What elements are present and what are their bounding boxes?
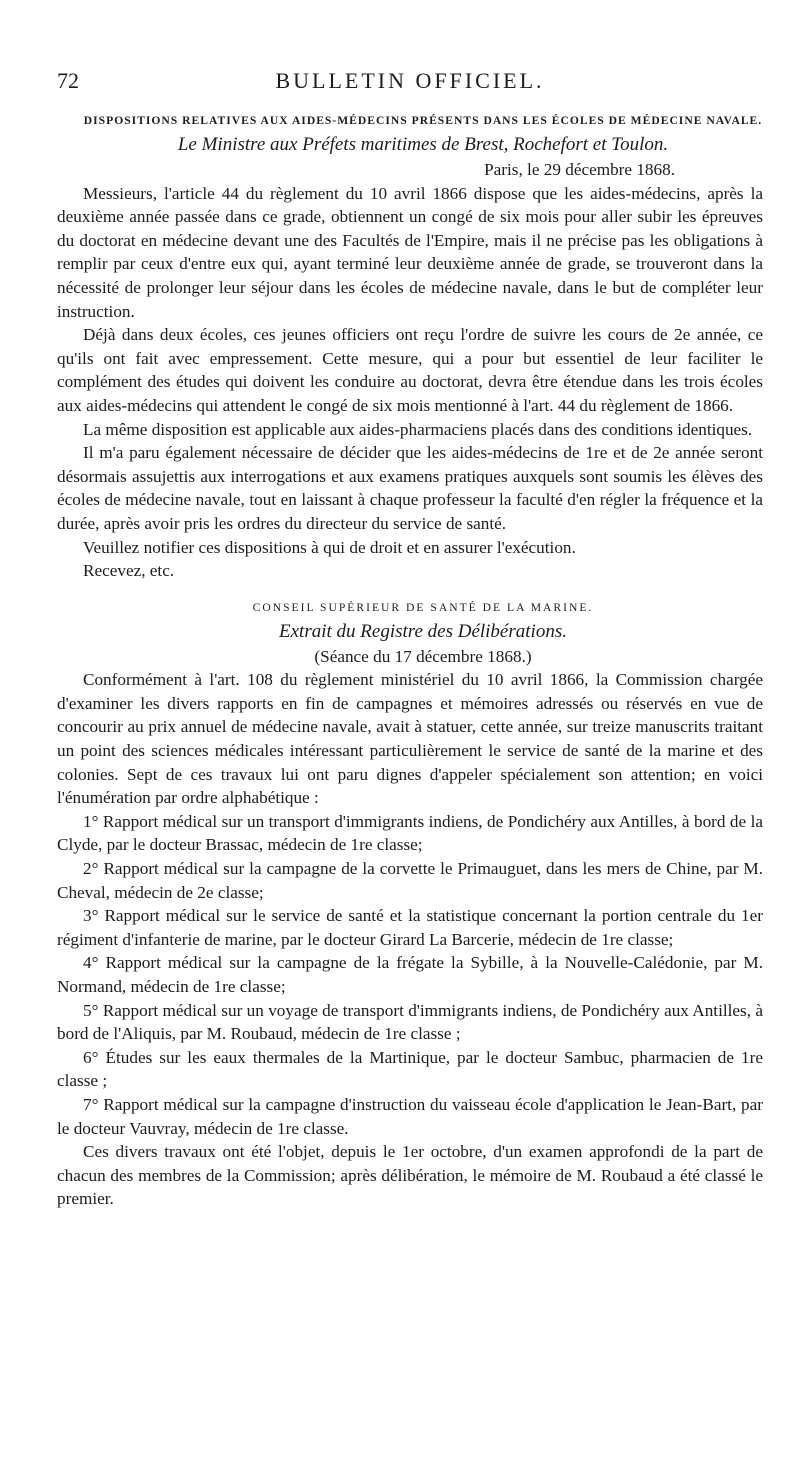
paragraph: Recevez, etc. [83,561,175,581]
list-item: 7° Rapport médical sur la campagne d'instruction du vaisseau école d'application le Jean-Bart, par le docteur Vauvray, médecin de 1re classe. [57,1094,763,1138]
extract-title: Extrait du Registre des Délibérations. [279,620,567,642]
section-title: DISPOSITIONS RELATIVES AUX AIDES-MÉDECINS PRÉSENTS DANS LES ÉCOLES DE MÉDECINE NAVALE. [83,114,763,127]
letter-date: Paris, le 29 décembre 1868. [484,160,675,179]
session-date: (Séance du 17 décembre 1868.) [314,646,532,666]
paragraph: Il m'a paru également nécessaire de décider que les aides-médecins de 1re et de 2e année seront désormais assujettis aux interrogations et aux examens pratiques auxquels sont soumis les élèves des écoles de médecine navale, tout en laissant à chaque professeur la faculté d'en régler la fréquence et la durée, après avoir pris les ordres du directeur du service de santé. [57,443,763,533]
list-item: 6° Études sur les eaux thermales de la Martinique, par le docteur Sambuc, pharmacien de 1re classe ; [57,1047,763,1091]
page-content [57,110,763,1211]
running-title: BULLETIN OFFICIEL. [275,68,545,93]
section-spacer [57,583,763,597]
paragraph: Conformément à l'art. 108 du règlement ministériel du 10 avril 1866, la Commission chargée d'examiner les divers rapports en fin de campagnes et mémoires adressés ou réservés en vue de concourir au prix annuel de médecine navale, avait à statuer, cette année, sur treize manuscrits traitant un point des sciences médicales intéressant particulièrement le service de santé de la marine et des colonies. Sept de ces travaux lui ont paru dignes d'appeler spécialement son attention; en voici l'énumération par ordre alphabétique : [57,670,763,808]
page-header [57,68,763,94]
page-number: 72 [57,68,79,93]
list-item: 3° Rapport médical sur le service de santé et la statistique concernant la portion centrale du 1er régiment d'infanterie de marine, par le docteur Girard La Barcerie, médecin de 1re classe; [57,906,763,949]
addressee-line: Le Ministre aux Préfets maritimes de Brest, Rochefort et Toulon. [177,134,669,155]
list-item: 5° Rapport médical sur un voyage de transport d'immigrants indiens, de Pondichéry aux Antilles, à bord de l'Aliquis, par M. Roubaud, médecin de 1re classe ; [57,1000,763,1044]
council-heading: CONSEIL SUPÉRIEUR DE SANTÉ DE LA MARINE. [252,600,594,614]
paragraph: Ces divers travaux ont été l'objet, depuis le 1er octobre, d'un examen approfondi de la part de chacun des membres de la Commission; après délibération, le mémoire de M. Roubaud a été classé le premier. [57,1142,763,1209]
list-item: 2° Rapport médical sur la campagne de la corvette le Primauguet, dans les mers de Chine, par M. Cheval, médecin de 2e classe; [57,859,763,902]
paragraph: Messieurs, l'article 44 du règlement du 10 avril 1866 dispose que les aides-médecins, après la deuxième année passée dans ce grade, obtiennent un congé de six mois pour aller subir les épreuves du doctorat en médecine devant une des Facultés de l'Empire, mais il ne précise pas les obligations à remplir par ceux d'entre eux qui, ayant terminé leur deuxième année de grade, se trouveront dans la nécessité de prolonger leur séjour dans les écoles de médecine navale, dans le but de compléter leur instruction. [57,183,763,321]
paragraph: Veuillez notifier ces dispositions à qui de droit et en assurer l'exécution. [83,537,576,557]
list-item: 1° Rapport médical sur un transport d'immigrants indiens, de Pondichéry aux Antilles, à bord de la Clyde, par le docteur Brassac, médecin de 1re classe; [57,811,763,855]
list-item: 4° Rapport médical sur la campagne de la frégate la Sybille, à la Nouvelle-Calédonie, par M. Normand, médecin de 1re classe; [57,953,763,996]
paragraph: La même disposition est applicable aux aides-pharmaciens placés dans des conditions identiques. [83,419,753,439]
paragraph: Déjà dans deux écoles, ces jeunes officiers ont reçu l'ordre de suivre les cours de 2e année, ce qu'ils ont fait avec empressement. Cette mesure, qui a pour but essentiel de leur faciliter le complément des études qui doivent les conduire au doctorat, devra être étendue dans les trois écoles aux aides-médecins qui attendent le congé de six mois mentionné à l'art. 44 du règlement de 1866. [57,325,763,415]
